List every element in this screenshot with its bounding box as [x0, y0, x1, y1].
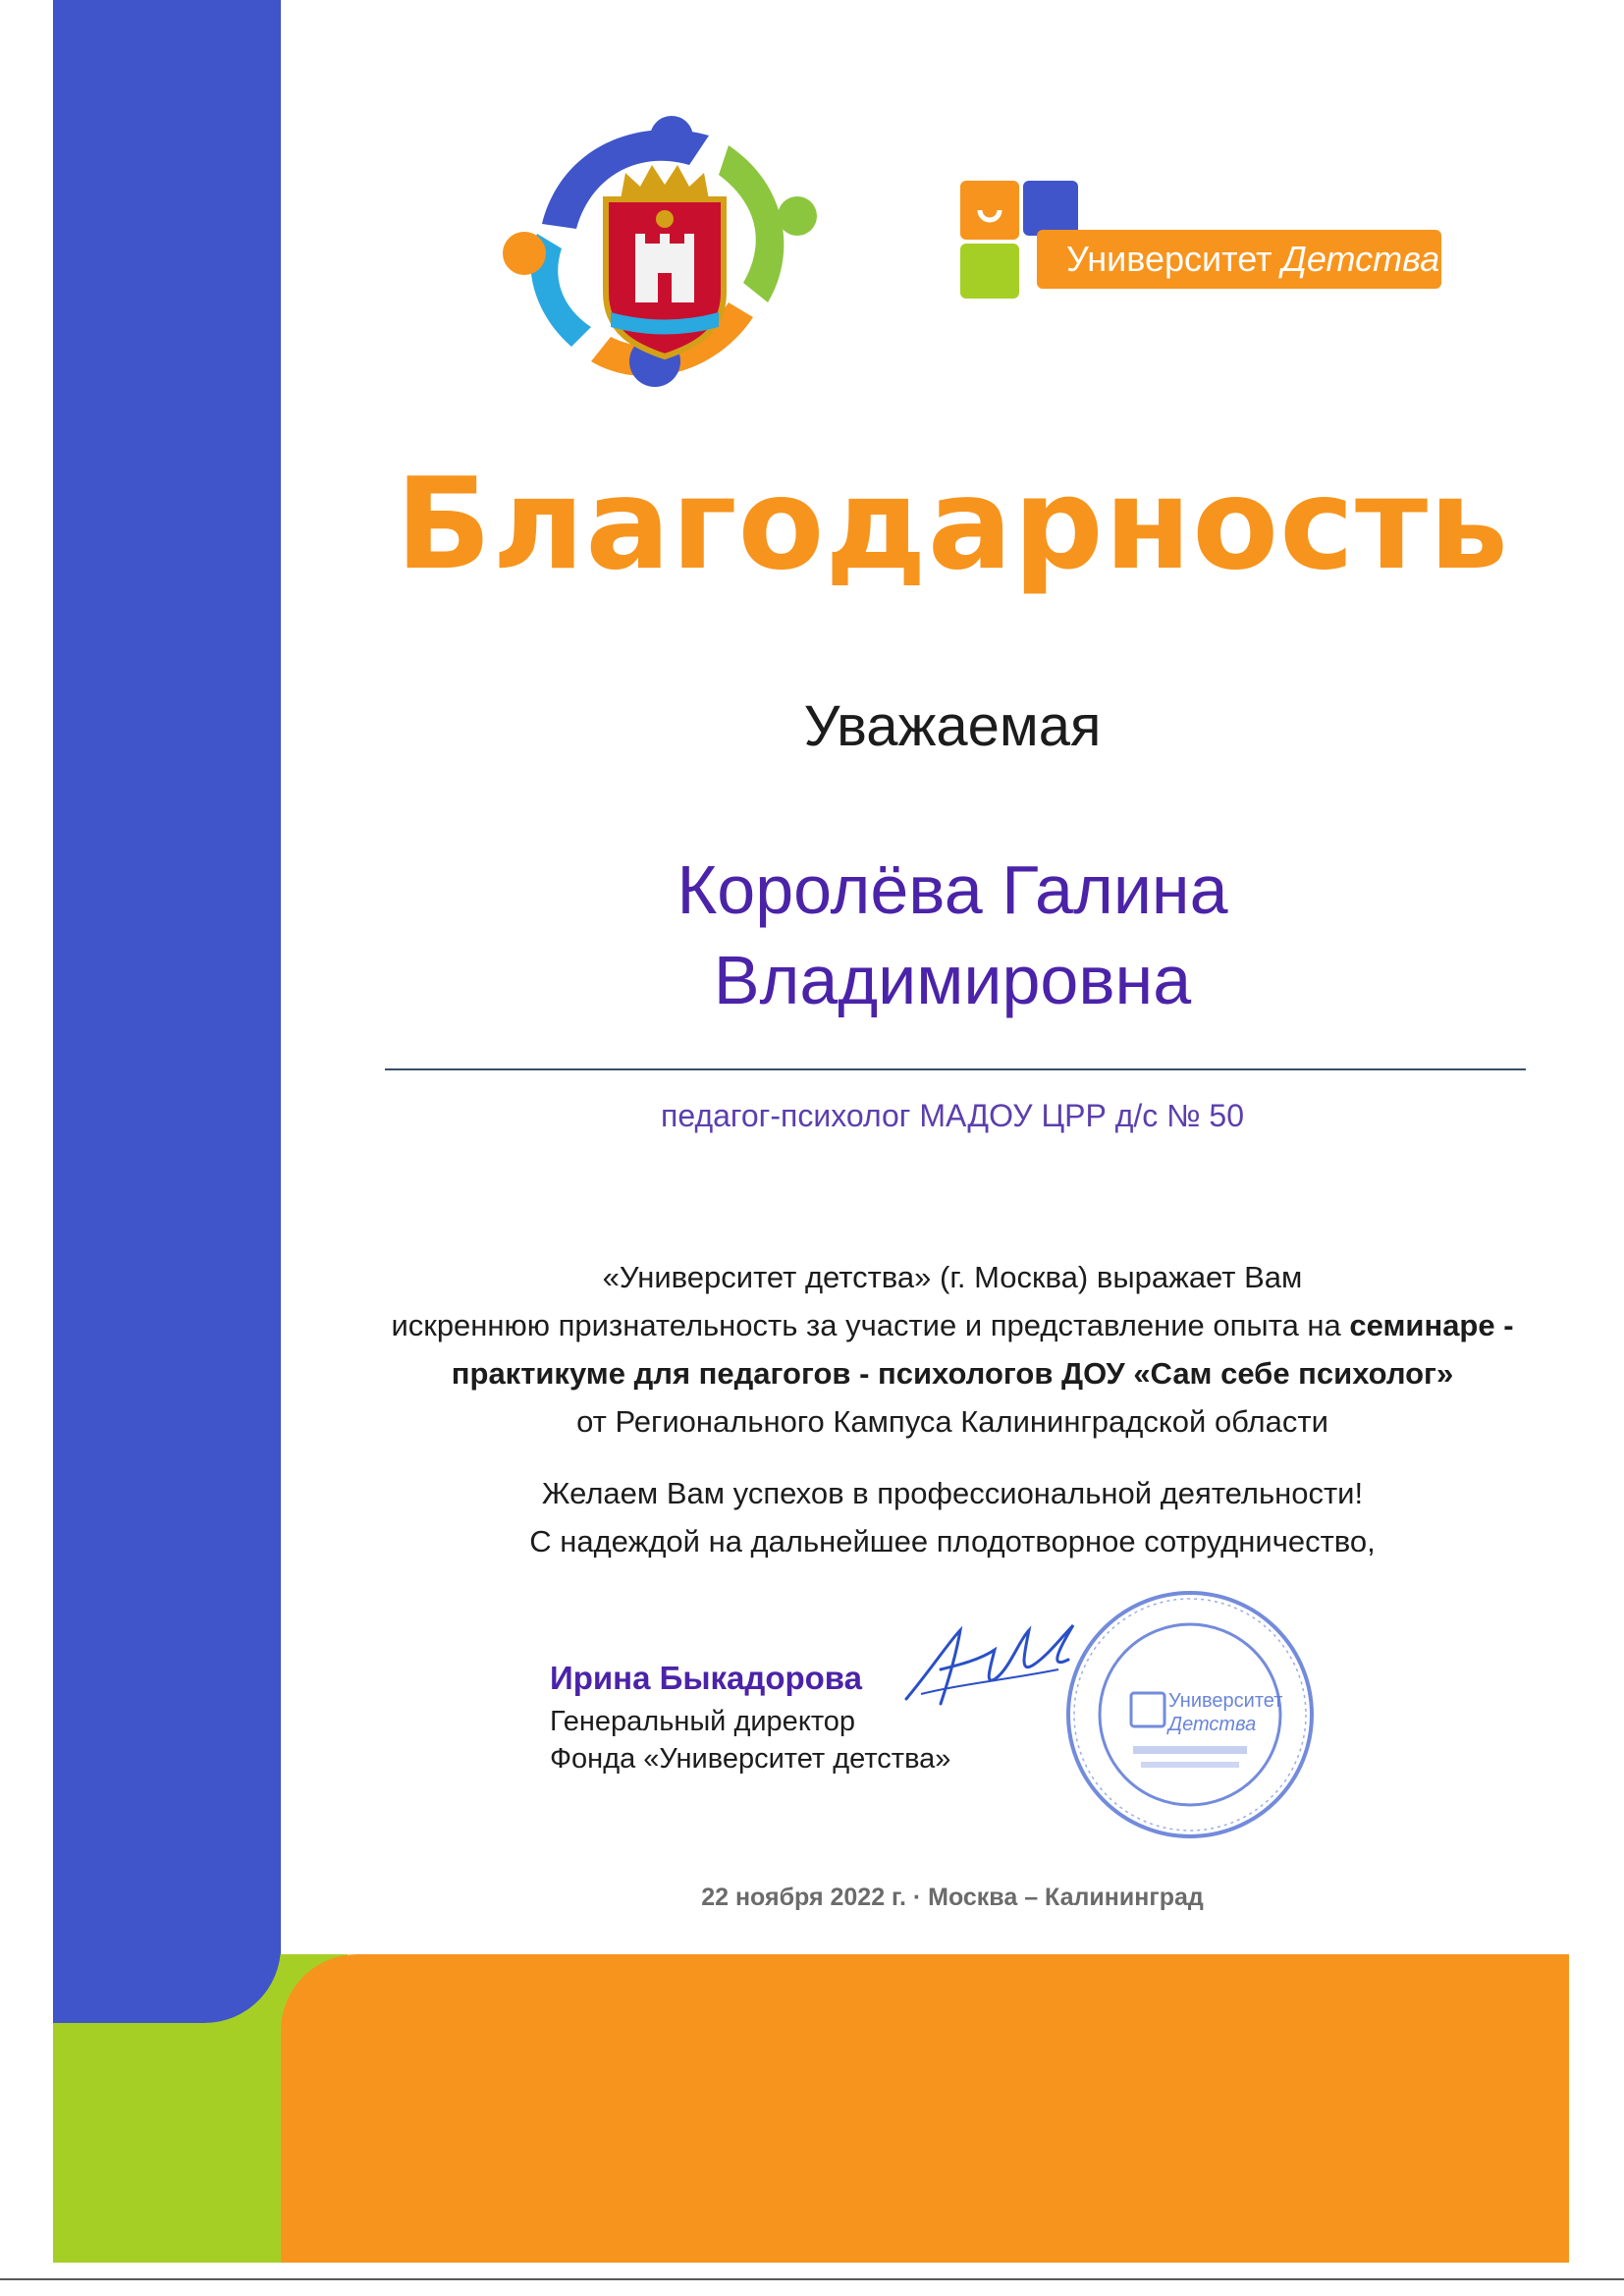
gratitude-line3-bold: практикуме для педагогов - психологов ДОУ «Сам себе психолог» [451, 1356, 1454, 1391]
gratitude-text [281, 1253, 1624, 1446]
signer-role-line2: Фонда «Университет детства» [550, 1743, 951, 1775]
salutation: Уважаемая [803, 694, 1102, 758]
wishes-line1: Желаем Вам успехов в профессиональной деятельности! [541, 1476, 1364, 1510]
date-and-place: 22 ноября 2022 г. · Москва – Калининград [701, 1884, 1204, 1911]
gratitude-line1: «Университет детства» (г. Москва) выражает Вам [602, 1260, 1303, 1294]
brand-part1: Университет [1066, 239, 1272, 279]
signer-name: Ирина Быкадорова [550, 1660, 863, 1696]
blue-side-band [53, 0, 281, 2023]
wishes-text [281, 1469, 1624, 1565]
scan-edge-line [0, 2278, 1624, 2280]
gratitude-line3 [281, 1349, 1624, 1397]
handwritten-signature [901, 1611, 1078, 1719]
wishes-line2: С надеждой на дальнейшее плодотворное сотрудничество, [529, 1524, 1376, 1558]
gratitude-line4: от Регионального Кампуса Калининградской области [576, 1404, 1328, 1439]
orange-bottom-band [281, 1954, 1569, 2263]
stamp-brand-line2: Детства [1168, 1714, 1257, 1735]
name-divider [385, 1068, 1526, 1070]
certificate-title: Благодарность [395, 452, 1510, 598]
region-emblem-logo [503, 106, 817, 401]
signer-role [550, 1703, 950, 1777]
signer-role-line1: Генеральный директор [550, 1706, 856, 1737]
recipient-name-line2: Владимировна [713, 942, 1192, 1018]
brand-part2: Детства [1281, 239, 1440, 279]
recipient-name-line1: Королёва Галина [677, 851, 1228, 928]
gratitude-line2 [281, 1301, 1624, 1349]
university-of-childhood-logo [950, 171, 1461, 308]
stamp-brand-line1: Университет [1168, 1690, 1283, 1712]
organization-stamp [1062, 1587, 1318, 1842]
university-brand-badge [1037, 230, 1441, 289]
gratitude-line2-bold: семинаре - [1349, 1308, 1514, 1342]
recipient-position: педагог-психолог МАДОУ ЦРР д/с № 50 [661, 1098, 1244, 1133]
gratitude-line2-regular: искреннюю признательность за участие и представление опыта на [391, 1308, 1350, 1342]
recipient-name [281, 845, 1624, 1025]
